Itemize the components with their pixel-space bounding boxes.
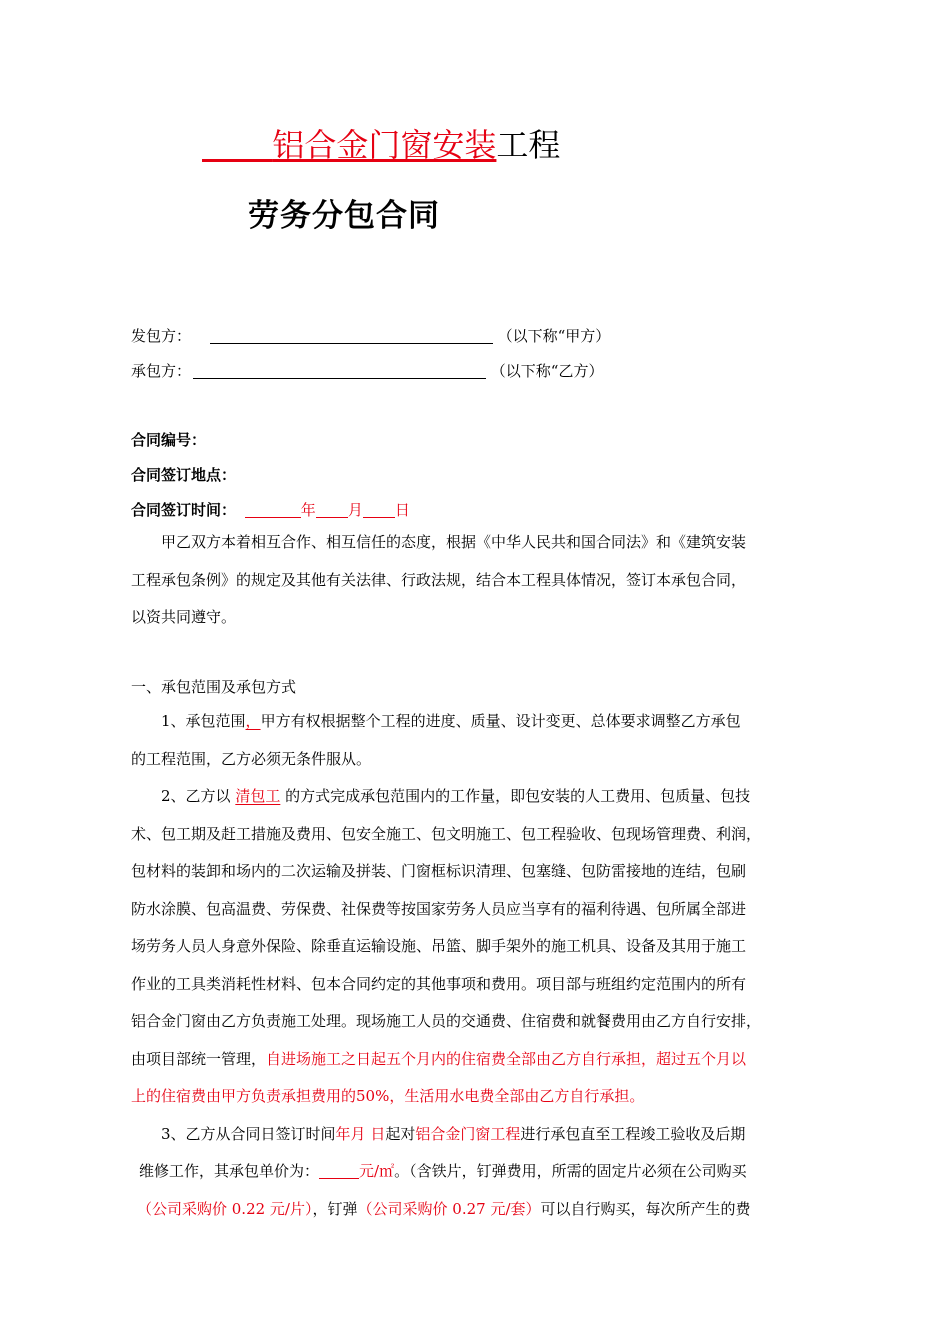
item3-line3-rest: 可以自行购买，每次所产生的费: [540, 1199, 751, 1218]
contract-time-row: [131, 499, 410, 520]
party-b-blank: [193, 362, 486, 379]
section1-heading: 一、承包范围及承包方式: [131, 678, 297, 696]
item1-line1: [131, 703, 831, 741]
item2-prefix: 2、乙方以: [161, 787, 231, 805]
party-b-suffix: （以下称“乙方）: [490, 362, 604, 380]
section1-body: [131, 703, 831, 1228]
party-b-row: [131, 360, 603, 381]
contract-place-label: 合同签订地点：: [131, 466, 237, 484]
item3-prefix: 3、乙方从合同日签订时间: [161, 1124, 336, 1143]
party-a-label: 发包方：: [131, 327, 192, 345]
item3-line3-mid: ，钉弹: [312, 1199, 358, 1218]
document-title-line2: 劳务分包合同: [248, 198, 440, 234]
nail-price: （公司采购价 0.27 元/套）: [357, 1199, 541, 1218]
item3-mid: 起对: [385, 1124, 416, 1143]
preamble: [131, 524, 831, 637]
item1-line2: 的工程范围，乙方必须无条件服从。: [131, 749, 372, 768]
item3-project: 铝合金门窗工程: [415, 1124, 521, 1143]
day-blank: [363, 501, 395, 518]
contract-number-label: 合同编号：: [131, 431, 207, 449]
item3-price-note: 。（含铁片，钉弹费用，所需的固定片必须在公司购买: [394, 1162, 747, 1180]
item3-price-label: 维修工作，其承包单价为：: [139, 1162, 320, 1180]
month-label: 月: [347, 501, 363, 519]
item3-line2: [131, 1153, 831, 1191]
item1-prefix: 1、承包范围: [161, 712, 246, 730]
party-b-label: 承包方：: [131, 362, 192, 380]
item2-method: 清包工: [235, 787, 281, 805]
month-blank: [316, 501, 348, 518]
price-unit: 元/㎡: [359, 1162, 395, 1180]
price-blank: [319, 1162, 359, 1179]
item3-line3: [131, 1191, 831, 1229]
fixing-plate-price: （公司采购价 0.22 元/片）: [137, 1199, 313, 1218]
title-project-name: 铝合金门窗安装: [272, 126, 497, 164]
item2-line1: [131, 778, 831, 816]
day-label: 日: [394, 501, 410, 519]
item2-line: 铝合金门窗由乙方负责施工处理。现场施工人员的交通费、住宿费和就餐费用由乙方自行安排，: [131, 1012, 762, 1030]
item2-line8-black: 由项目部统一管理，: [131, 1049, 267, 1068]
item2-line: 作业的工具类消耗性材料、包本合同约定的其他事项和费用。项目部与班组约定范围内的所有: [131, 974, 747, 993]
year-blank: [245, 501, 301, 518]
preamble-line: 工程承包条例》的规定及其他有关法律、行政法规，结合本工程具体情况，签订本承包合同，: [131, 570, 747, 589]
item3-line1: [131, 1116, 831, 1154]
item2-line: 术、包工期及赶工措施及费用、包安全施工、包文明施工、包工程验收、包现场管理费、利润，: [131, 824, 762, 843]
title-project-suffix: 工程: [496, 126, 561, 164]
item1-red-mark: ，: [245, 712, 261, 730]
item2-line9: 上的住宿费由甲方负责承担费用的50%，生活用水电费全部由乙方自行承担。: [131, 1087, 645, 1105]
preamble-line: 甲乙双方本着相互合作、相互信任的态度，根据《中华人民共和国合同法》和《建筑安装: [161, 533, 747, 551]
party-a-suffix: （以下称“甲方）: [497, 327, 611, 345]
item2-line8: [131, 1041, 831, 1079]
document-title-line1: [202, 120, 560, 166]
preamble-line: 以资共同遵守。: [131, 608, 237, 626]
item2-rest: 的方式完成承包范围内的工作量，即包安装的人工费用、包质量、包技: [285, 787, 751, 805]
item2-line: 包材料的装卸和场内的二次运输及拼装、门窗框标识清理、包塞缝、包防雷接地的连结，包刷: [131, 862, 747, 880]
item2-line: 场劳务人员人身意外保险、除垂直运输设施、吊篮、脚手架外的施工机具、设备及其用于施工: [131, 937, 747, 955]
year-label: 年: [300, 501, 316, 519]
item3-date: 年月 日: [335, 1124, 386, 1143]
party-a-blank: [210, 327, 493, 344]
item2-line8-red: 自进场施工之日起五个月内的住宿费全部由乙方自行承担，超过五个月以: [266, 1049, 747, 1068]
contract-time-label: 合同签订时间：: [131, 501, 237, 519]
party-a-row: [131, 325, 610, 346]
item3-rest: 进行承包直至工程竣工验收及后期: [520, 1124, 746, 1143]
item2-line: 防水涂膜、包高温费、劳保费、社保费等按国家劳务人员应当享有的福利待遇、包所属全部进: [131, 899, 747, 918]
item1-rest: 甲方有权根据整个工程的进度、质量、设计变更、总体要求调整乙方承包: [260, 712, 741, 730]
